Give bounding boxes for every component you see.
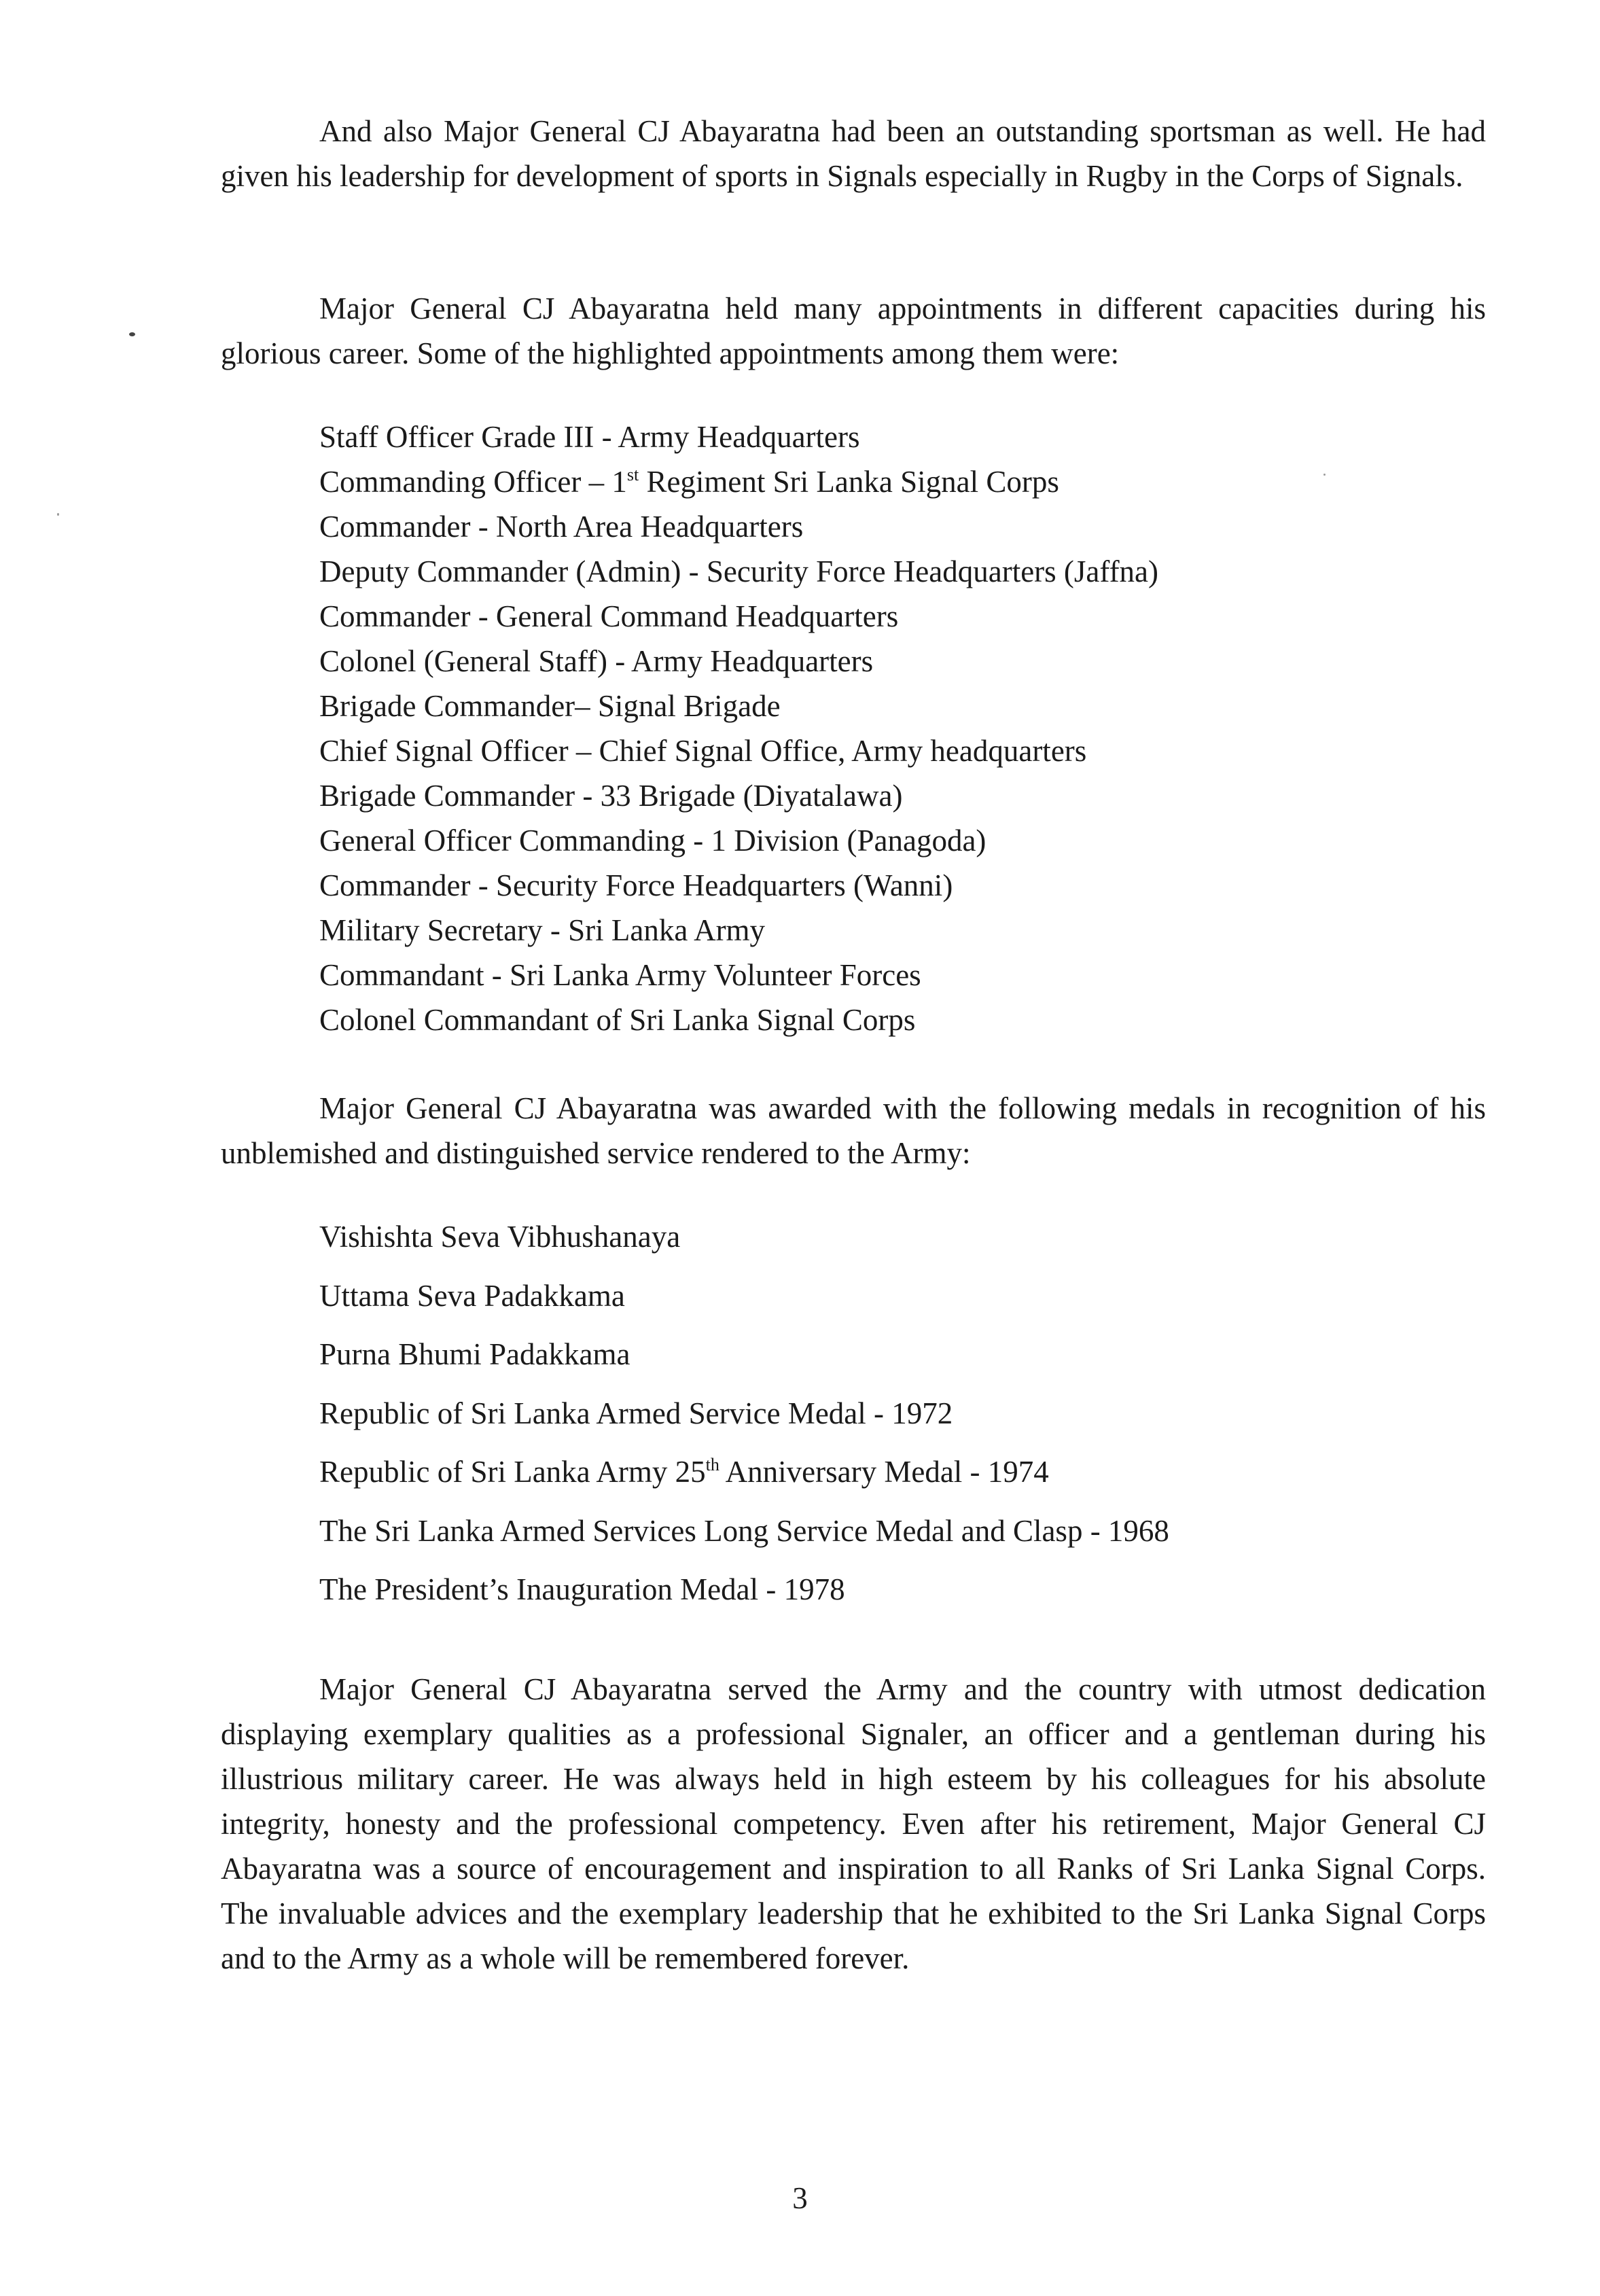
medals-list [319, 1207, 1169, 1619]
list-item: Colonel (General Staff) - Army Headquarters [319, 644, 874, 678]
list-item: Commandant - Sri Lanka Army Volunteer Forces [319, 958, 921, 992]
list-item: Commander - General Command Headquarters [319, 599, 899, 633]
list-item: Republic of Sri Lanka Army 25th Anniversary Medal - 1974 [319, 1455, 1049, 1489]
list-item: Uttama Seva Padakkama [319, 1278, 625, 1313]
list-item: The President’s Inauguration Medal - 1978 [319, 1572, 845, 1606]
list-item: General Officer Commanding - 1 Division (Panagoda) [319, 824, 986, 858]
paragraph-sportsman: And also Major General CJ Abayaratna had been an outstanding sportsman as well. He had given his leadership for development of sports in Signals especially in Rugby in the Corps of Signals. [221, 114, 1486, 193]
list-item: Brigade Commander– Signal Brigade [319, 689, 781, 723]
scan-speck [1323, 474, 1326, 476]
paragraph-service-tribute: Major General CJ Abayaratna served the Army and the country with utmost dedication displaying exemplary qualities as a professional Signaler, an officer and a gentleman during his illustrious military career. He was always held in high esteem by his colleagues for his absolute integrity, honesty and the professional competency. Even after his retirement, Major General CJ Abayaratna was a source of encouragement and inspiration to all Ranks of Sri Lanka Signal Corps. The invaluable advices and the exemplary leadership that he exhibited to the Sri Lanka Signal Corps and to the Army as a whole will be remembered forever. [221, 1672, 1486, 1975]
list-item: Commanding Officer – 1st Regiment Sri Lanka Signal Corps [319, 465, 1059, 499]
list-item: Military Secretary - Sri Lanka Army [319, 913, 766, 947]
list-item: Republic of Sri Lanka Armed Service Medal - 1972 [319, 1396, 953, 1430]
list-item: Vishishta Seva Vibhushanaya [319, 1220, 681, 1254]
list-item: Colonel Commandant of Sri Lanka Signal Corps [319, 1003, 916, 1037]
list-item: Commander - North Area Headquarters [319, 510, 804, 544]
scan-speck [129, 332, 135, 336]
list-item: Commander - Security Force Headquarters (Wanni) [319, 868, 953, 902]
list-item: Deputy Commander (Admin) - Security Force Headquarters (Jaffna) [319, 554, 1159, 588]
list-item: Brigade Commander - 33 Brigade (Diyatalawa) [319, 779, 903, 813]
page-number: 3 [792, 2181, 808, 2215]
appointments-list [319, 414, 1158, 1042]
list-item: Purna Bhumi Padakkama [319, 1337, 630, 1371]
paragraph-appointments-intro: Major General CJ Abayaratna held many appointments in different capacities during his glorious career. Some of the highlighted appointments among them were: [221, 292, 1486, 370]
list-item: The Sri Lanka Armed Services Long Service Medal and Clasp - 1968 [319, 1513, 1169, 1548]
scan-speck [57, 513, 59, 516]
list-item: Staff Officer Grade III - Army Headquarters [319, 420, 860, 454]
paragraph-medals-intro: Major General CJ Abayaratna was awarded with the following medals in recognition of his unblemished and distinguished service rendered to the Army: [221, 1091, 1486, 1170]
list-item: Chief Signal Officer – Chief Signal Office, Army headquarters [319, 734, 1087, 768]
